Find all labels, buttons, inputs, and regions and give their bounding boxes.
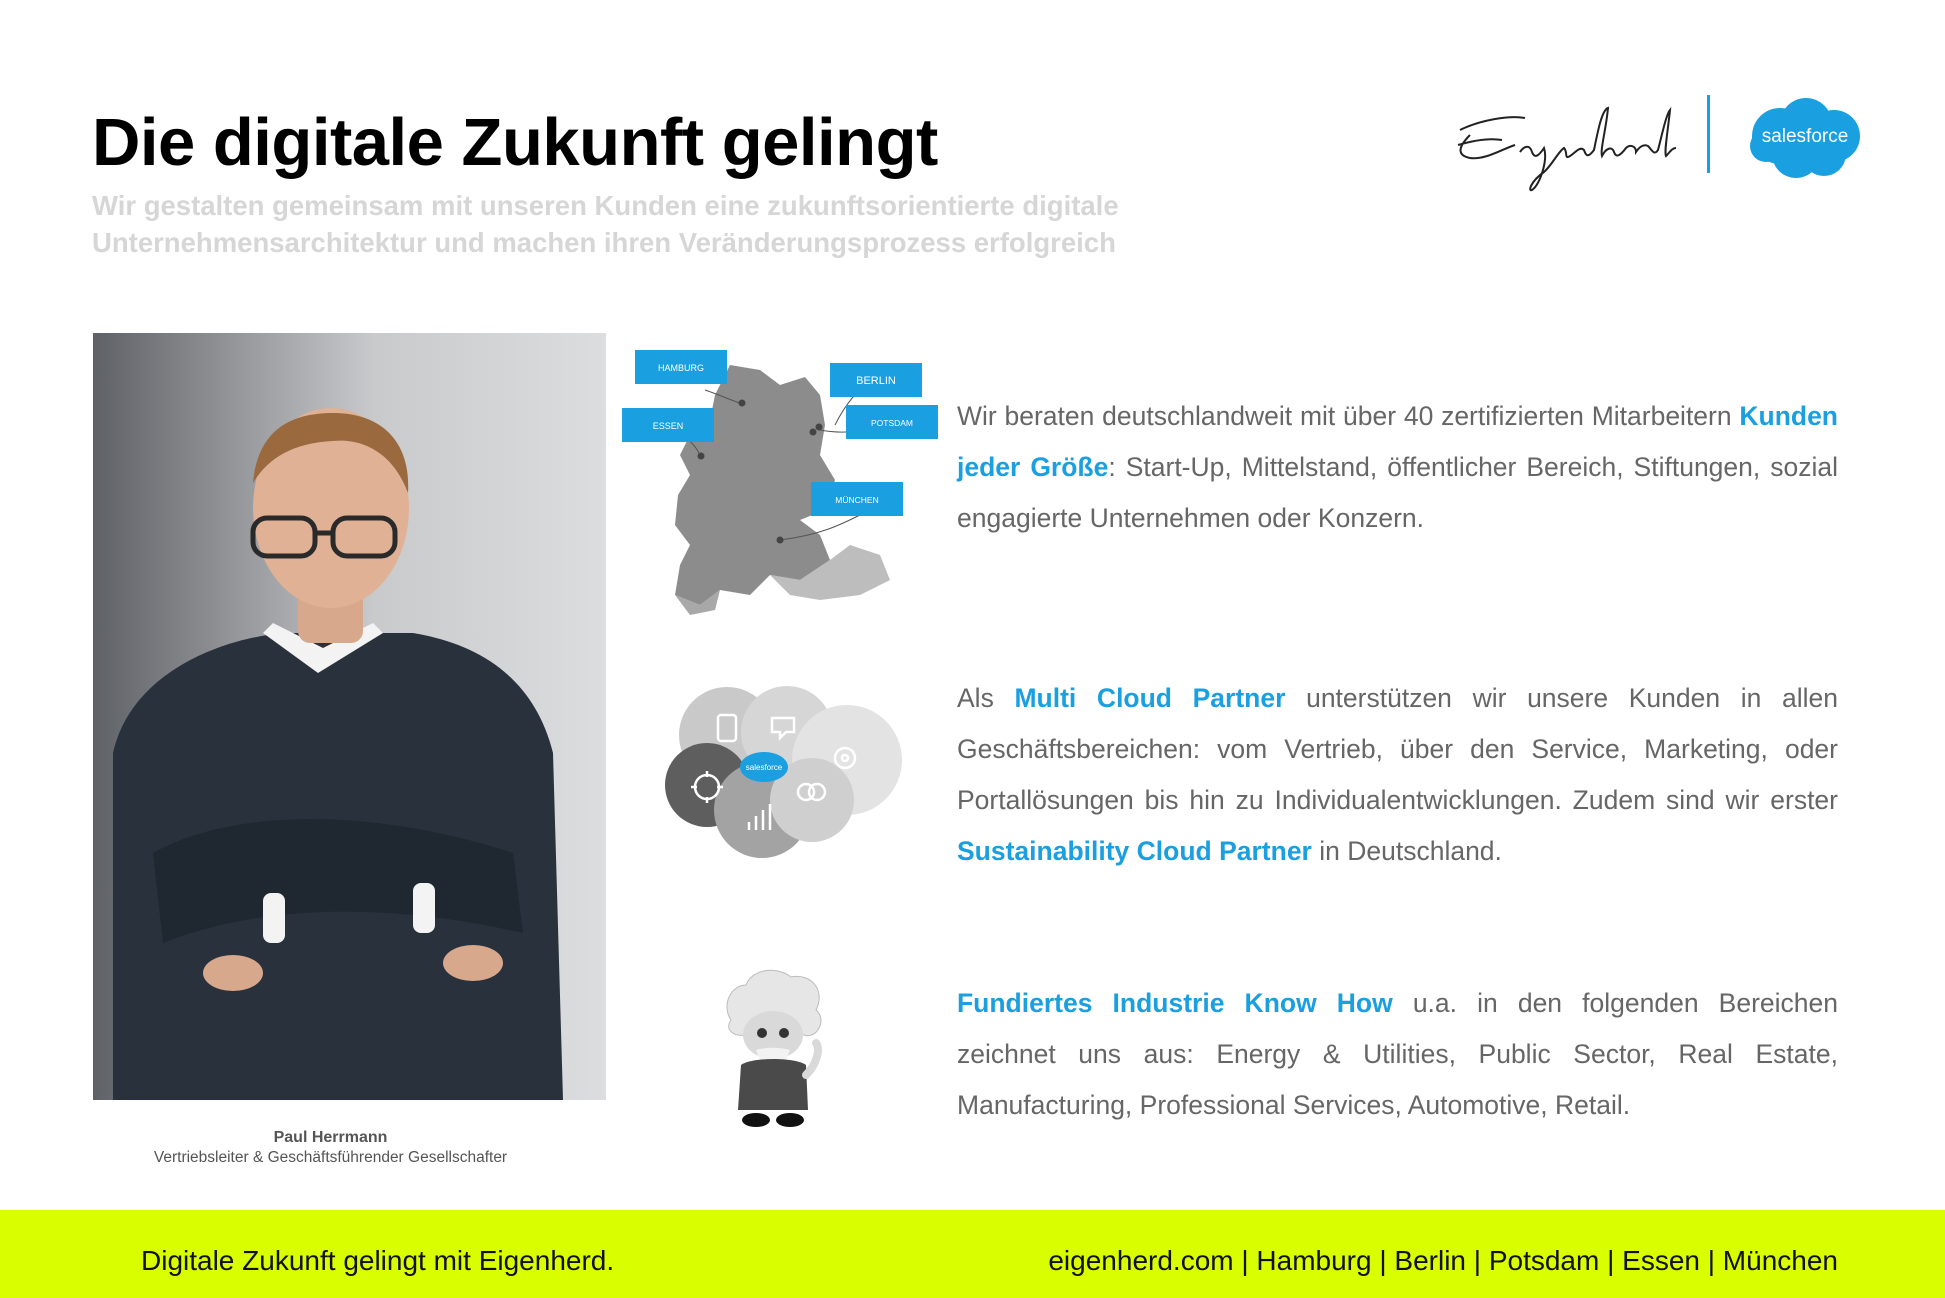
salesforce-logo-text: salesforce [1761,126,1849,147]
page-subtitle [92,187,1119,261]
p2-text-2: unterstützen wir unsere Kunden in allen Geschäftsbereichen: vom Vertrieb, über den Service, Marketing, oder Portallösungen bis hin zu Individualentwicklungen. Zudem sind wir erster [957,683,1839,815]
p3-text-1: u.a. in den folgenden Bereichen zeichnet uns aus: Energy & Utilities, Public Sector, Real Estate, Manufacturing, Professional Services, Automotive, Retail. [957,988,1838,1120]
p2-highlight-multi-cloud: Multi Cloud Partner [1014,683,1286,713]
map-label-muenchen: MÜNCHEN [835,495,879,505]
einstein-mascot [716,965,830,1130]
footer-tagline: Digitale Zukunft gelingt mit Eigenherd. [141,1245,615,1276]
cloud-center-label: salesforce [745,763,783,772]
portrait-photo [93,333,606,1100]
paragraph-customers [957,391,1838,544]
subtitle-line-2: Unternehmensarchitektur und machen ihren Veränderungsprozess erfolgreich [92,227,1116,258]
paragraph-industry [957,978,1838,1131]
multi-cloud-graphic [662,680,912,865]
page-title: Die digitale Zukunft gelingt [92,105,938,180]
p1-highlight-kunden: Kunden jeder Größe [957,401,1838,482]
footer-locations: eigenherd.com | Hamburg | Berlin | Potsdam | Essen | München [1048,1245,1838,1276]
map-label-potsdam: POTSDAM [870,418,914,428]
p2-text-3: in Deutschland. [1311,836,1502,866]
p2-highlight-sustainability: Sustainability Cloud Partner [957,836,1312,866]
logo-divider [1707,95,1710,173]
germany-locations-map [620,345,940,617]
eigenherd-signature-logo [1440,90,1680,200]
p2-text-1: Als [957,683,1015,713]
person-name: Paul Herrmann [273,1129,388,1146]
subtitle-line-1: Wir gestalten gemeinsam mit unseren Kunden eine zukunftsorientierte digitale [92,190,1119,221]
p1-text-2: : Start-Up, Mittelstand, öffentlicher Bereich, Stiftungen, sozial engagierte Unternehmen oder Konzern. [957,452,1838,533]
person-role: Vertriebsleiter & Geschäftsführender Gesellschafter [153,1149,508,1166]
paragraph-multi-cloud [957,673,1838,877]
p3-highlight-know-how: Fundiertes Industrie Know How [957,988,1393,1018]
salesforce-logo [1748,96,1862,180]
map-label-berlin: BERLIN [856,375,896,387]
map-label-hamburg: HAMBURG [657,363,705,373]
salesforce-cloud-icon [1748,96,1862,180]
p1-text-1: Wir beraten deutschlandweit mit über 40 zertifizierten Mitarbeitern [957,401,1740,431]
map-label-essen: ESSEN [652,421,684,431]
